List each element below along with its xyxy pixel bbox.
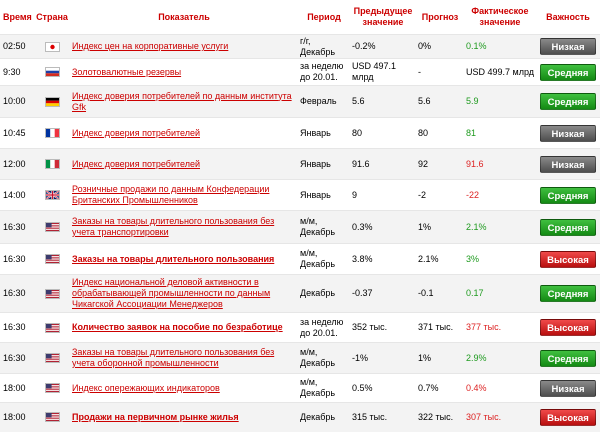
table-row	[0, 343, 600, 374]
forecast-value: 5.6	[416, 86, 464, 118]
event-period: г/г, Декабрь	[298, 35, 350, 59]
previous-value: -1%	[350, 343, 416, 374]
table-row	[0, 180, 600, 211]
event-period: Декабрь	[298, 275, 350, 313]
table-row	[0, 244, 600, 275]
actual-value: USD 499.7 млрд	[464, 59, 536, 86]
event-period: за неделю до 20.01.	[298, 59, 350, 86]
previous-value: 80	[350, 118, 416, 149]
us-flag-icon	[45, 412, 60, 422]
previous-value: 0.3%	[350, 211, 416, 244]
header-time: Время	[3, 11, 32, 22]
forecast-value: 322 тыс.	[416, 403, 464, 432]
table-row	[0, 211, 600, 244]
forecast-value: 0.7%	[416, 374, 464, 403]
table-row	[0, 59, 600, 86]
importance-badge[interactable]: Средняя	[540, 64, 596, 81]
table-row	[0, 374, 600, 403]
event-period: Декабрь	[298, 403, 350, 432]
table-row	[0, 35, 600, 59]
actual-value: 0.4%	[464, 374, 536, 403]
actual-value: -22	[464, 180, 536, 211]
actual-value: 81	[464, 118, 536, 149]
event-time: 16:30	[0, 313, 34, 343]
forecast-value: 1%	[416, 211, 464, 244]
header-country: Страна	[36, 11, 68, 22]
indicator-link[interactable]: Продажи на первичном рынке жилья	[72, 411, 239, 422]
event-period: м/м, Декабрь	[298, 343, 350, 374]
event-time: 12:00	[0, 149, 34, 180]
importance-badge[interactable]: Высокая	[540, 409, 596, 426]
forecast-value: 2.1%	[416, 244, 464, 275]
actual-value: 0.17	[464, 275, 536, 313]
importance-badge[interactable]: Средняя	[540, 219, 596, 236]
header-importance: Важность	[546, 11, 590, 22]
us-flag-icon	[45, 254, 60, 264]
table-row	[0, 149, 600, 180]
table-body	[0, 35, 600, 432]
forecast-value: -2	[416, 180, 464, 211]
event-period: Январь	[298, 118, 350, 149]
importance-badge[interactable]: Высокая	[540, 319, 596, 336]
indicator-link[interactable]: Индекс доверия потребителей	[72, 158, 200, 169]
table-row	[0, 403, 600, 432]
indicator-link[interactable]: Индекс доверия потребителей	[72, 127, 200, 138]
indicator-link[interactable]: Индекс национальной деловой активности в обрабатывающей промышленности по данным Чикагской Ассоциации Менеджеров	[72, 277, 271, 309]
previous-value: 9	[350, 180, 416, 211]
header-forecast: Прогноз	[421, 11, 459, 22]
us-flag-icon	[45, 383, 60, 393]
table-row	[0, 275, 600, 313]
us-flag-icon	[45, 323, 60, 333]
us-flag-icon	[45, 289, 60, 299]
event-time: 16:30	[0, 211, 34, 244]
previous-value: 0.5%	[350, 374, 416, 403]
event-period: м/м, Декабрь	[298, 374, 350, 403]
fr-flag-icon	[45, 128, 60, 138]
de-flag-icon	[45, 97, 60, 107]
indicator-link[interactable]: Индекс опережающих индикаторов	[72, 382, 220, 393]
actual-value: 0.1%	[464, 35, 536, 59]
importance-badge[interactable]: Низкая	[540, 380, 596, 397]
jp-flag-icon	[45, 42, 60, 52]
event-time: 9:30	[0, 59, 34, 86]
table-header	[0, 0, 600, 35]
importance-badge[interactable]: Низкая	[540, 156, 596, 173]
importance-badge[interactable]: Средняя	[540, 187, 596, 204]
event-time: 02:50	[0, 35, 34, 59]
indicator-link[interactable]: Золотовалютные резервы	[72, 66, 182, 77]
previous-value: 91.6	[350, 149, 416, 180]
importance-badge[interactable]: Средняя	[540, 93, 596, 110]
us-flag-icon	[45, 222, 60, 232]
table-row	[0, 118, 600, 149]
indicator-link[interactable]: Индекс цен на корпоративные услуги	[72, 41, 229, 51]
header-period: Период	[307, 11, 341, 22]
header-actual: Фактическое значение	[471, 6, 529, 27]
previous-value: 352 тыс.	[350, 313, 416, 343]
forecast-value: 92	[416, 149, 464, 180]
previous-value: 315 тыс.	[350, 403, 416, 432]
importance-badge[interactable]: Средняя	[540, 285, 596, 302]
actual-value: 2.1%	[464, 211, 536, 244]
event-time: 18:00	[0, 403, 34, 432]
event-time: 16:30	[0, 343, 34, 374]
header-previous: Предыдущее значение	[353, 6, 413, 27]
indicator-link[interactable]: Заказы на товары длительного пользования без учета транспортировки	[72, 216, 275, 237]
event-time: 16:30	[0, 275, 34, 313]
event-time: 10:45	[0, 118, 34, 149]
event-period: Январь	[298, 180, 350, 211]
actual-value: 307 тыс.	[464, 403, 536, 432]
event-time: 10:00	[0, 86, 34, 118]
importance-badge[interactable]: Высокая	[540, 251, 596, 268]
actual-value: 91.6	[464, 149, 536, 180]
indicator-link[interactable]: Заказы на товары длительного пользования	[72, 253, 275, 264]
header-indicator: Показатель	[158, 11, 210, 22]
importance-badge[interactable]: Низкая	[540, 125, 596, 142]
table-row	[0, 313, 600, 343]
indicator-link[interactable]: Количество заявок на пособие по безработице	[72, 322, 283, 332]
event-period: за неделю до 20.01.	[298, 313, 350, 343]
actual-value: 2.9%	[464, 343, 536, 374]
previous-value: -0.2%	[350, 35, 416, 59]
us-flag-icon	[45, 353, 60, 363]
event-period: Январь	[298, 149, 350, 180]
table-row	[0, 86, 600, 118]
previous-value: 5.6	[350, 86, 416, 118]
ru-flag-icon	[45, 67, 60, 77]
it-flag-icon	[45, 159, 60, 169]
actual-value: 3%	[464, 244, 536, 275]
gb-flag-icon	[45, 190, 60, 200]
indicator-link[interactable]: Индекс доверия потребителей по данным института Gfk	[72, 90, 292, 112]
event-time: 16:30	[0, 244, 34, 275]
event-time: 14:00	[0, 180, 34, 211]
forecast-value: -	[416, 59, 464, 86]
forecast-value: -0.1	[416, 275, 464, 313]
indicator-link[interactable]: Розничные продажи по данным Конфедерации Британских Промышленников	[72, 184, 270, 205]
previous-value: -0.37	[350, 275, 416, 313]
indicator-link[interactable]: Заказы на товары длительного пользования без учета оборонной промышленности	[72, 347, 275, 368]
event-period: Февраль	[298, 86, 350, 118]
forecast-value: 80	[416, 118, 464, 149]
forecast-value: 0%	[416, 35, 464, 59]
actual-value: 377 тыс.	[464, 313, 536, 343]
actual-value: 5.9	[464, 86, 536, 118]
previous-value: USD 497.1 млрд	[350, 59, 416, 86]
forecast-value: 1%	[416, 343, 464, 374]
forecast-value: 371 тыс.	[416, 313, 464, 343]
event-period: м/м, Декабрь	[298, 211, 350, 244]
previous-value: 3.8%	[350, 244, 416, 275]
event-period: м/м, Декабрь	[298, 244, 350, 275]
importance-badge[interactable]: Средняя	[540, 350, 596, 367]
importance-badge[interactable]: Низкая	[540, 38, 596, 55]
event-time: 18:00	[0, 374, 34, 403]
